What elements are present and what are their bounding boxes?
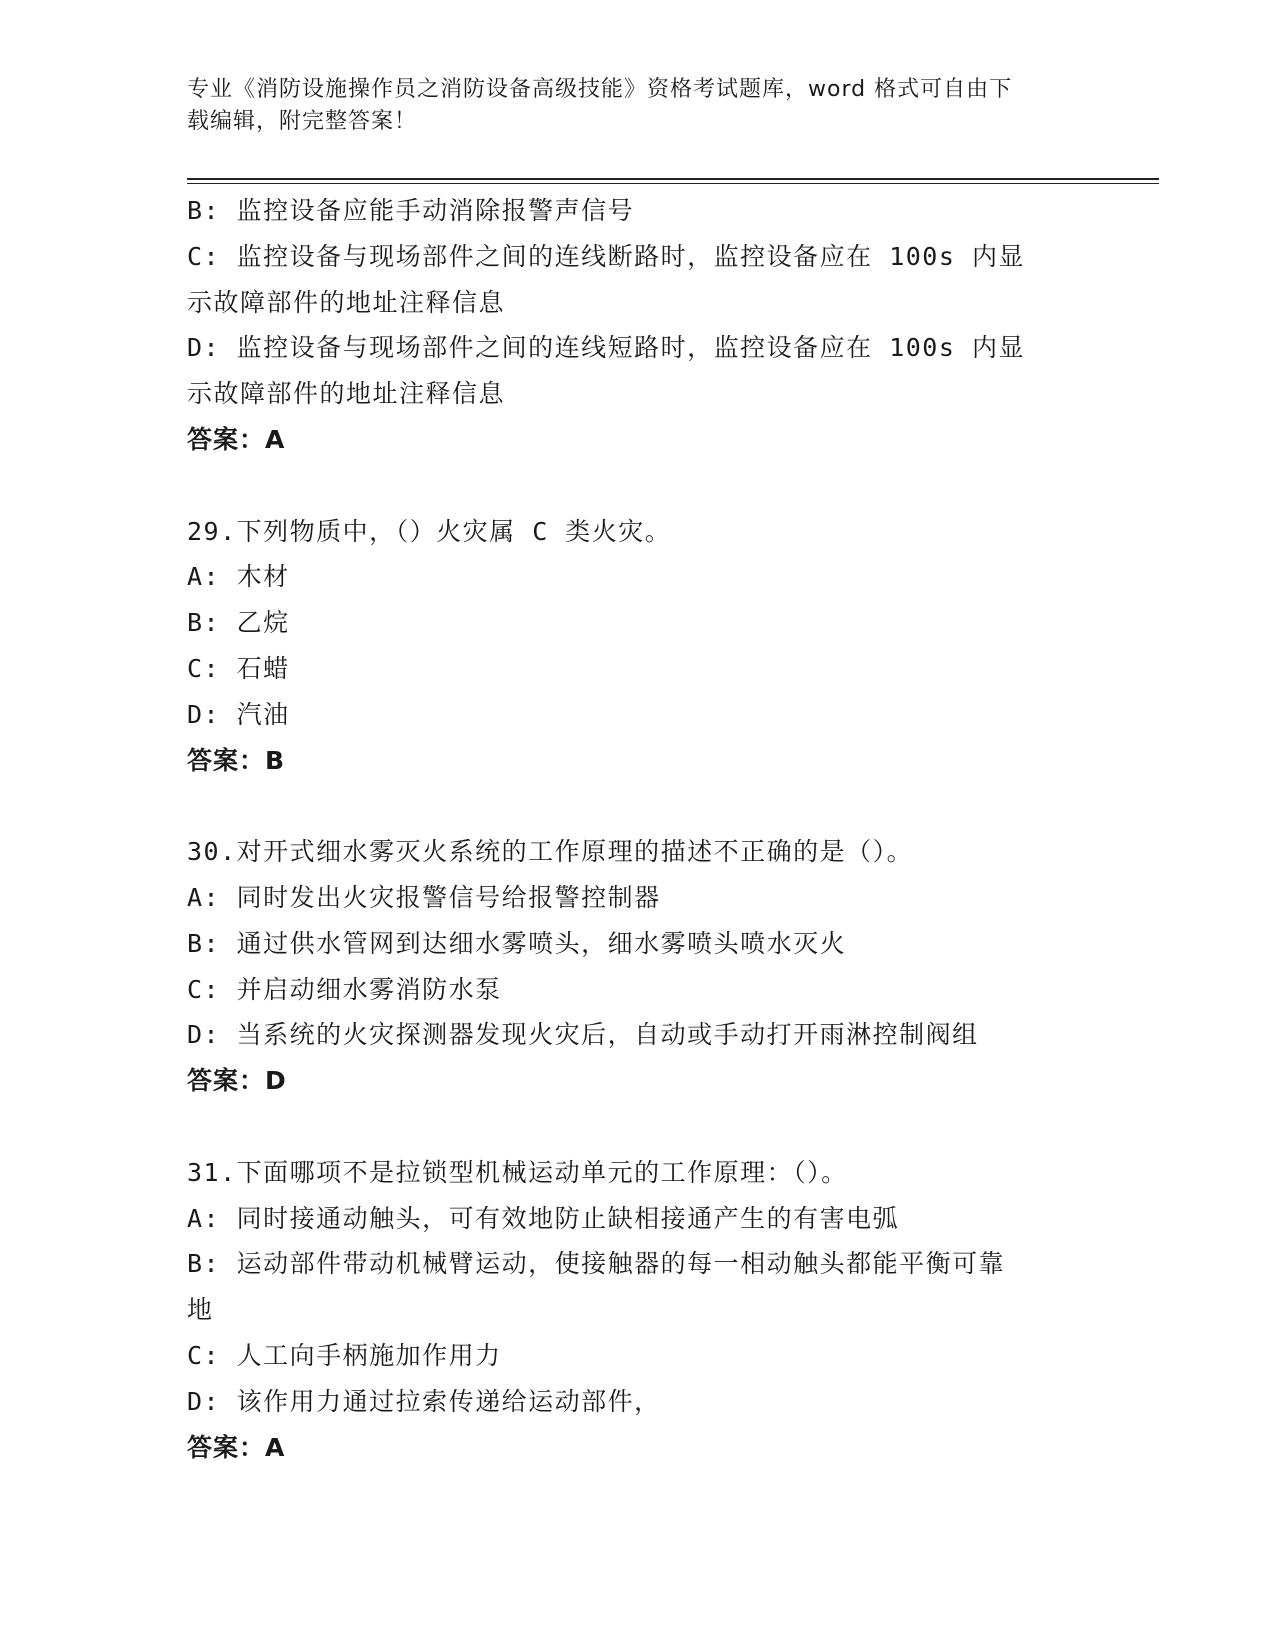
- option-a: A: 同时发出火灾报警信号给报警控制器: [187, 882, 661, 912]
- spacer: [187, 1104, 1077, 1150]
- question-block-28: [187, 188, 1077, 463]
- option-b: B: 通过供水管网到达细水雾喷头，细水雾喷头喷水灭火: [187, 928, 847, 958]
- answer: 答案：D: [187, 1066, 287, 1096]
- header-line-1: 专业《消防设施操作员之消防设备高级技能》资格考试题库，word 格式可自由下: [187, 77, 1013, 102]
- spacer: [187, 783, 1077, 829]
- question-text: 30.对开式细水雾灭火系统的工作原理的描述不正确的是（）。: [187, 837, 914, 867]
- question-block-31: [187, 1150, 1077, 1471]
- question-content: [187, 188, 1077, 1470]
- option-b: B: 监控设备应能手动消除报警声信号: [187, 196, 635, 225]
- question-text: 29.下列物质中，（）火灾属 C 类火灾。: [187, 516, 672, 546]
- option-a: A: 同时接通动触头，可有效地防止缺相接通产生的有害电弧: [187, 1203, 900, 1233]
- option-d: D: 汽油: [187, 699, 290, 729]
- option-d-line-2: 示故障部件的地址注释信息: [187, 379, 506, 409]
- option-d-line-1: D: 监控设备与现场部件之间的连线短路时，监控设备应在 100s 内显: [187, 333, 1025, 363]
- option-c: C: 并启动细水雾消防水泵: [187, 974, 502, 1004]
- question-block-29: [187, 509, 1077, 784]
- answer: 答案：A: [187, 424, 286, 454]
- option-a: A: 木材: [187, 562, 290, 592]
- spacer: [187, 463, 1077, 509]
- question-text: 31.下面哪项不是拉锁型机械运动单元的工作原理：（）。: [187, 1157, 848, 1187]
- option-b: B: 乙烷: [187, 608, 290, 638]
- answer: 答案：A: [187, 1432, 286, 1462]
- option-b-line-2: 地: [187, 1295, 214, 1325]
- header-line-2: 载编辑，附完整答案！: [187, 109, 418, 134]
- option-c-line-2: 示故障部件的地址注释信息: [187, 287, 506, 317]
- option-d: D: 该作用力通过拉索传递给运动部件，: [187, 1386, 661, 1416]
- option-c-line-1: C: 监控设备与现场部件之间的连线断路时，监控设备应在 100s 内显: [187, 241, 1025, 271]
- document-header: [187, 74, 1077, 138]
- option-c: C: 石蜡: [187, 653, 290, 683]
- option-c: C: 人工向手柄施加作用力: [187, 1340, 502, 1370]
- question-block-30: [187, 829, 1077, 1104]
- header-rule-thin: [187, 183, 1159, 184]
- option-d: D: 当系统的火灾探测器发现火灾后，自动或手动打开雨淋控制阀组: [187, 1020, 979, 1050]
- header-rule-thick: [187, 178, 1159, 180]
- answer: 答案：B: [187, 745, 286, 775]
- option-b-line-1: B: 运动部件带动机械臂运动，使接触器的每一相动触头都能平衡可靠: [187, 1249, 1006, 1279]
